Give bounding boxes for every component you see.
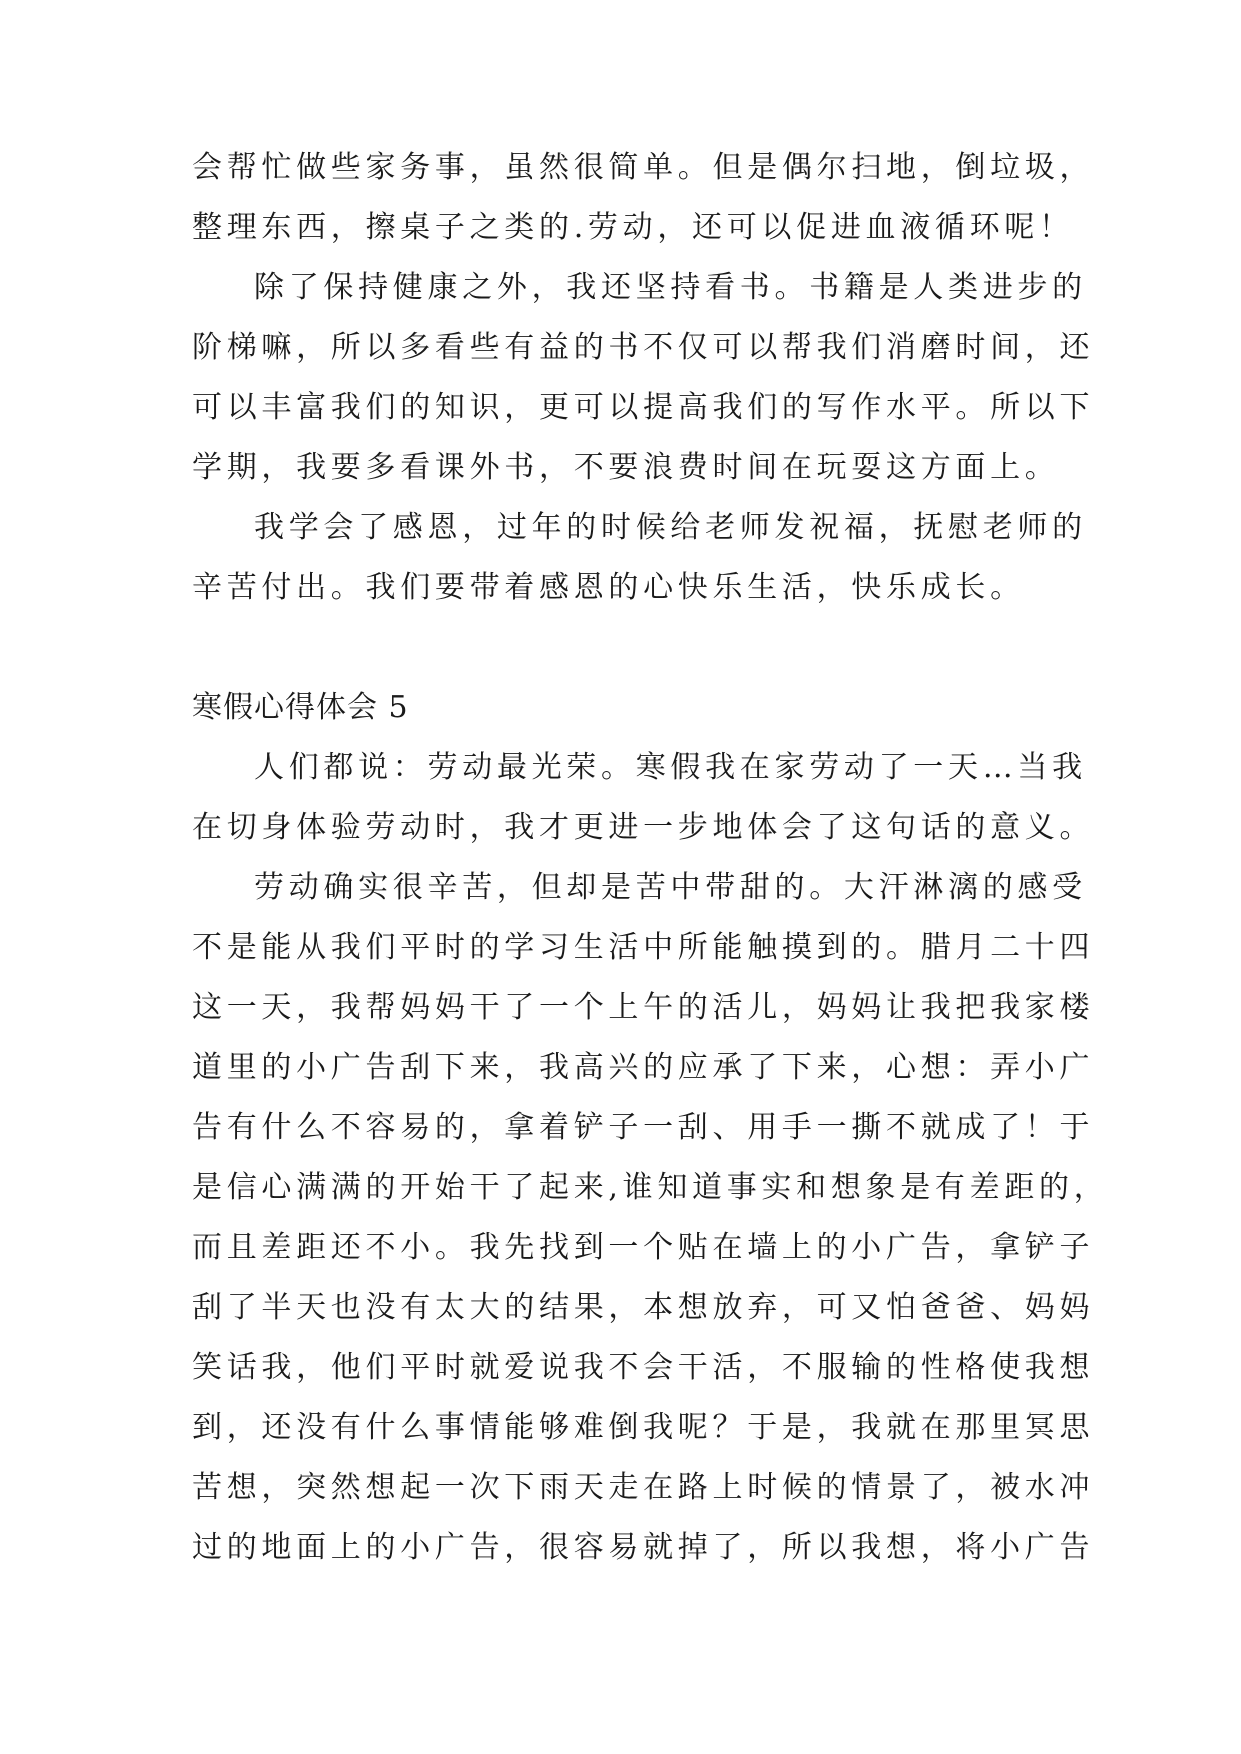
text-line: 到，还没有什么事情能够难倒我呢？于是，我就在那里冥思 bbox=[192, 1410, 1095, 1445]
text-line: 学期，我要多看课外书，不要浪费时间在玩耍这方面上。 bbox=[192, 450, 1060, 485]
paragraph-start-line: 人们都说：劳动最光荣。寒假我在家劳动了一天…当我 bbox=[254, 750, 1087, 785]
text-line: 道里的小广告刮下来，我高兴的应承了下来，心想：弄小广 bbox=[192, 1050, 1095, 1085]
text-line: 阶梯嘛，所以多看些有益的书不仅可以帮我们消磨时间，还 bbox=[192, 330, 1095, 365]
text-line: 在切身体验劳动时，我才更进一步地体会了这句话的意义。 bbox=[192, 810, 1095, 845]
text-line: 苦想，突然想起一次下雨天走在路上时候的情景了，被水冲 bbox=[192, 1470, 1095, 1505]
paragraph-start-line: 除了保持健康之外，我还坚持看书。书籍是人类进步的 bbox=[254, 270, 1087, 305]
text-line: 而且差距还不小。我先找到一个贴在墙上的小广告，拿铲子 bbox=[192, 1230, 1095, 1265]
text-line: 会帮忙做些家务事，虽然很简单。但是偶尔扫地，倒垃圾， bbox=[192, 150, 1095, 185]
text-line: 辛苦付出。我们要带着感恩的心快乐生活，快乐成长。 bbox=[192, 570, 1025, 605]
text-line: 是信心满满的开始干了起来,谁知道事实和想象是有差距的， bbox=[192, 1170, 1109, 1205]
text-line: 笑话我，他们平时就爱说我不会干活，不服输的性格使我想 bbox=[192, 1350, 1095, 1385]
paragraph-start-line: 劳动确实很辛苦，但却是苦中带甜的。大汗淋漓的感受 bbox=[254, 870, 1087, 905]
section-heading: 寒假心得体会 5 bbox=[192, 690, 409, 725]
text-line: 整理东西，擦桌子之类的.劳动，还可以促进血液循环呢！ bbox=[192, 210, 1074, 245]
text-line: 过的地面上的小广告，很容易就掉了，所以我想，将小广告 bbox=[192, 1530, 1095, 1565]
paragraph-start-line: 我学会了感恩，过年的时候给老师发祝福，抚慰老师的 bbox=[254, 510, 1087, 545]
text-line: 刮了半天也没有太大的结果，本想放弃，可又怕爸爸、妈妈 bbox=[192, 1290, 1095, 1325]
text-line: 不是能从我们平时的学习生活中所能触摸到的。腊月二十四 bbox=[192, 930, 1095, 965]
text-line: 这一天，我帮妈妈干了一个上午的活儿，妈妈让我把我家楼 bbox=[192, 990, 1095, 1025]
text-line: 告有什么不容易的，拿着铲子一刮、用手一撕不就成了！于 bbox=[192, 1110, 1095, 1145]
section-2-text bbox=[192, 738, 1109, 1578]
section-1-text bbox=[192, 138, 1095, 618]
text-line: 可以丰富我们的知识，更可以提高我们的写作水平。所以下 bbox=[192, 390, 1095, 425]
